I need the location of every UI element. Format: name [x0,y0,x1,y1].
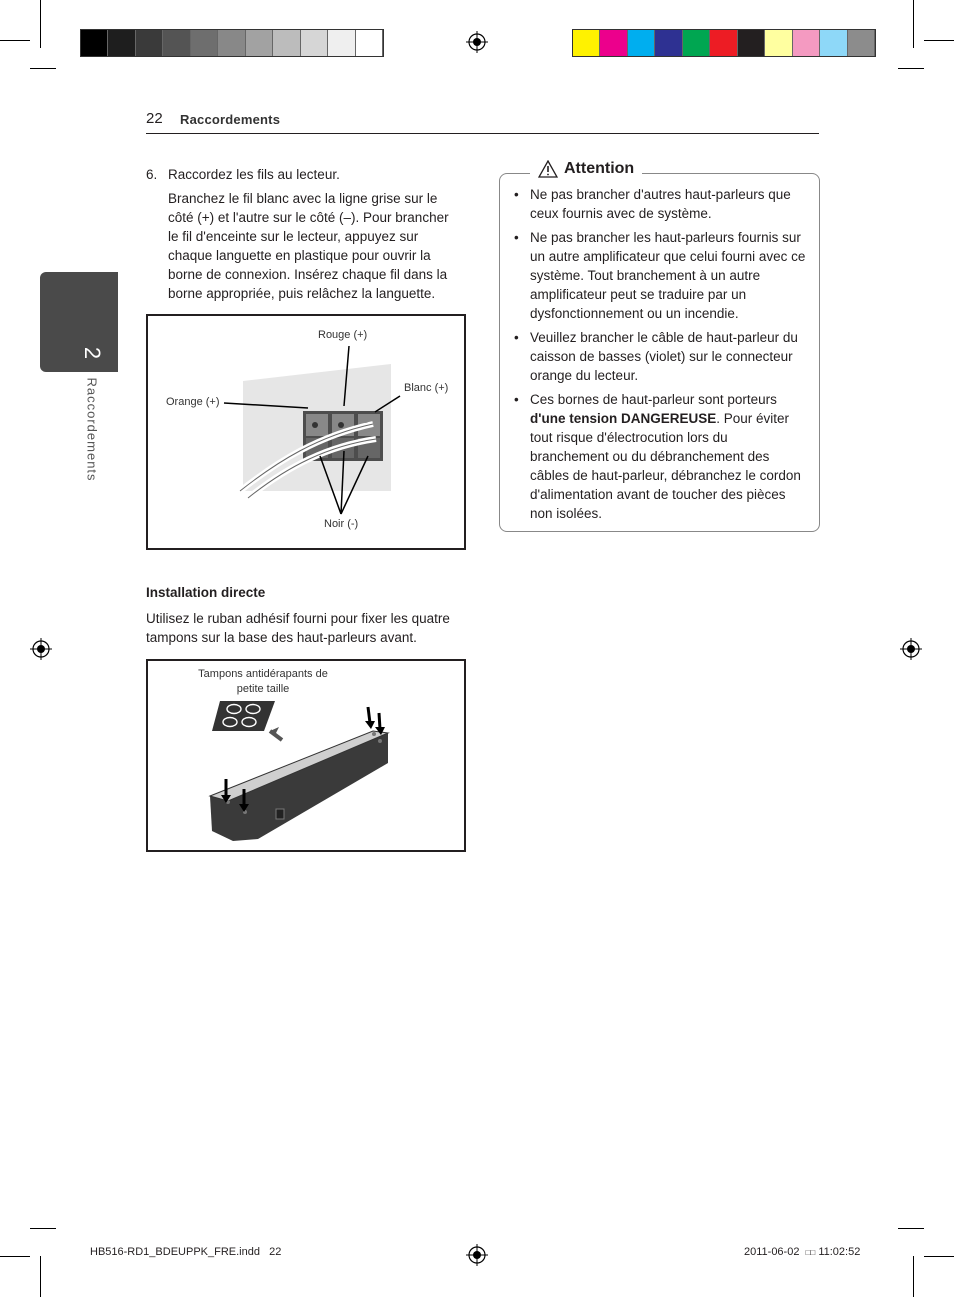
gray-swatch [356,30,383,56]
attention-item: • Ne pas brancher d'autres haut-parleurs que ceux fournis avec de système. [512,185,807,223]
footer-glyph: □□ [805,1248,816,1257]
pads-label-line1: Tampons antidérapants de [198,668,328,680]
registration-mark-icon [466,31,488,53]
gray-swatch [328,30,355,56]
crop-mark [913,1256,914,1297]
gray-swatch [81,30,108,56]
gray-swatch [163,30,190,56]
installation-heading: Installation directe [146,585,266,600]
speaker-terminal-illustration [148,316,464,548]
crop-mark [40,0,41,48]
chapter-label: Raccordements [84,377,100,482]
step-body: Branchez le fil blanc avec la ligne grise sur le côté (+) et l'autre sur le côté (–). Pour brancher le fil d'enceinte sur le lecteur, appuyez sur chaque languette en plastique pour ouvrir la borne de connexion. Insérez chaque fil dans la borne appropriée, puis relâchez la languette. [168,191,449,301]
speaker-terminal-figure [146,314,466,550]
attention-title: Attention [564,160,635,177]
gray-swatch [218,30,245,56]
gray-swatch [246,30,273,56]
color-swatch [655,30,682,56]
step-number: 6. [146,167,158,182]
color-swatch [683,30,710,56]
registration-mark-icon [30,638,52,660]
pads-label-line2: petite taille [236,683,290,695]
footer-timestamp [744,1246,860,1258]
crop-mark [898,68,924,69]
crop-mark [0,40,30,41]
crop-mark [0,1256,30,1257]
grayscale-calibration-bar [80,29,384,57]
gray-swatch [273,30,300,56]
crop-mark [40,1256,41,1297]
crop-mark [30,68,56,69]
color-swatch [793,30,820,56]
section-title: Raccordements [180,112,281,127]
step-title: Raccordez les fils au lecteur. [168,167,340,182]
color-swatch [820,30,847,56]
warning-triangle-icon [538,160,558,178]
color-swatch [600,30,627,56]
crop-mark [924,40,954,41]
attention-item [512,390,807,523]
attention-item4-pre: Ces bornes de haut-parleur sont porteurs [530,392,777,407]
color-swatch [848,30,875,56]
color-swatch [628,30,655,56]
crop-mark [30,1228,56,1229]
attention-item: • Ne pas brancher les haut-parleurs fournis sur un autre amplificateur que celui fourni avec ce système. Tout branchement à un autre amplificateur peut se traduire par un dysfonctionnement ou un incendie. [512,228,807,323]
registration-mark-icon [900,638,922,660]
crop-mark [898,1228,924,1229]
gray-swatch [108,30,135,56]
label-rouge: Rouge (+) [318,329,368,341]
installation-body: Utilisez le ruban adhésif fourni pour fixer les quatre tampons sur la base des haut-parleurs avant. [146,611,450,645]
color-swatch [573,30,600,56]
footer-date: 2011-06-02 [744,1246,800,1258]
pads-label [188,667,338,697]
label-blanc: Blanc (+) [404,382,449,394]
attention-heading [530,160,642,178]
gray-swatch [191,30,218,56]
color-swatch [738,30,765,56]
attention-item4-post: . Pour éviter tout risque d'électrocution lors du branchement ou du débranchement des câbles de haut-parleur, débranchez le cordon d'alimentation avant de toucher des pièces non isolées. [530,411,801,521]
footer-time: 11:02:52 [818,1246,861,1258]
registration-mark-icon [466,1244,488,1266]
color-swatch [765,30,792,56]
crop-mark [913,0,914,48]
attention-item4-bold: d'une tension DANGEREUSE [530,411,717,426]
footer-filename: HB516-RD1_BDEUPPK_FRE.indd 22 [90,1246,282,1258]
gray-swatch [136,30,163,56]
label-noir: Noir (-) [324,518,359,530]
header-divider [146,133,819,134]
color-swatch [710,30,737,56]
page-number: 22 [146,110,163,127]
attention-item: • Veuillez brancher le câble de haut-parleur du caisson de basses (violet) sur le connecteur orange du lecteur. [512,328,807,385]
color-calibration-bar [572,29,876,57]
label-orange: Orange (+) [166,396,220,408]
attention-list [512,185,807,528]
chapter-number: 2 [80,346,106,360]
soundbar-pads-figure [146,659,466,852]
crop-mark [924,1256,954,1257]
gray-swatch [301,30,328,56]
